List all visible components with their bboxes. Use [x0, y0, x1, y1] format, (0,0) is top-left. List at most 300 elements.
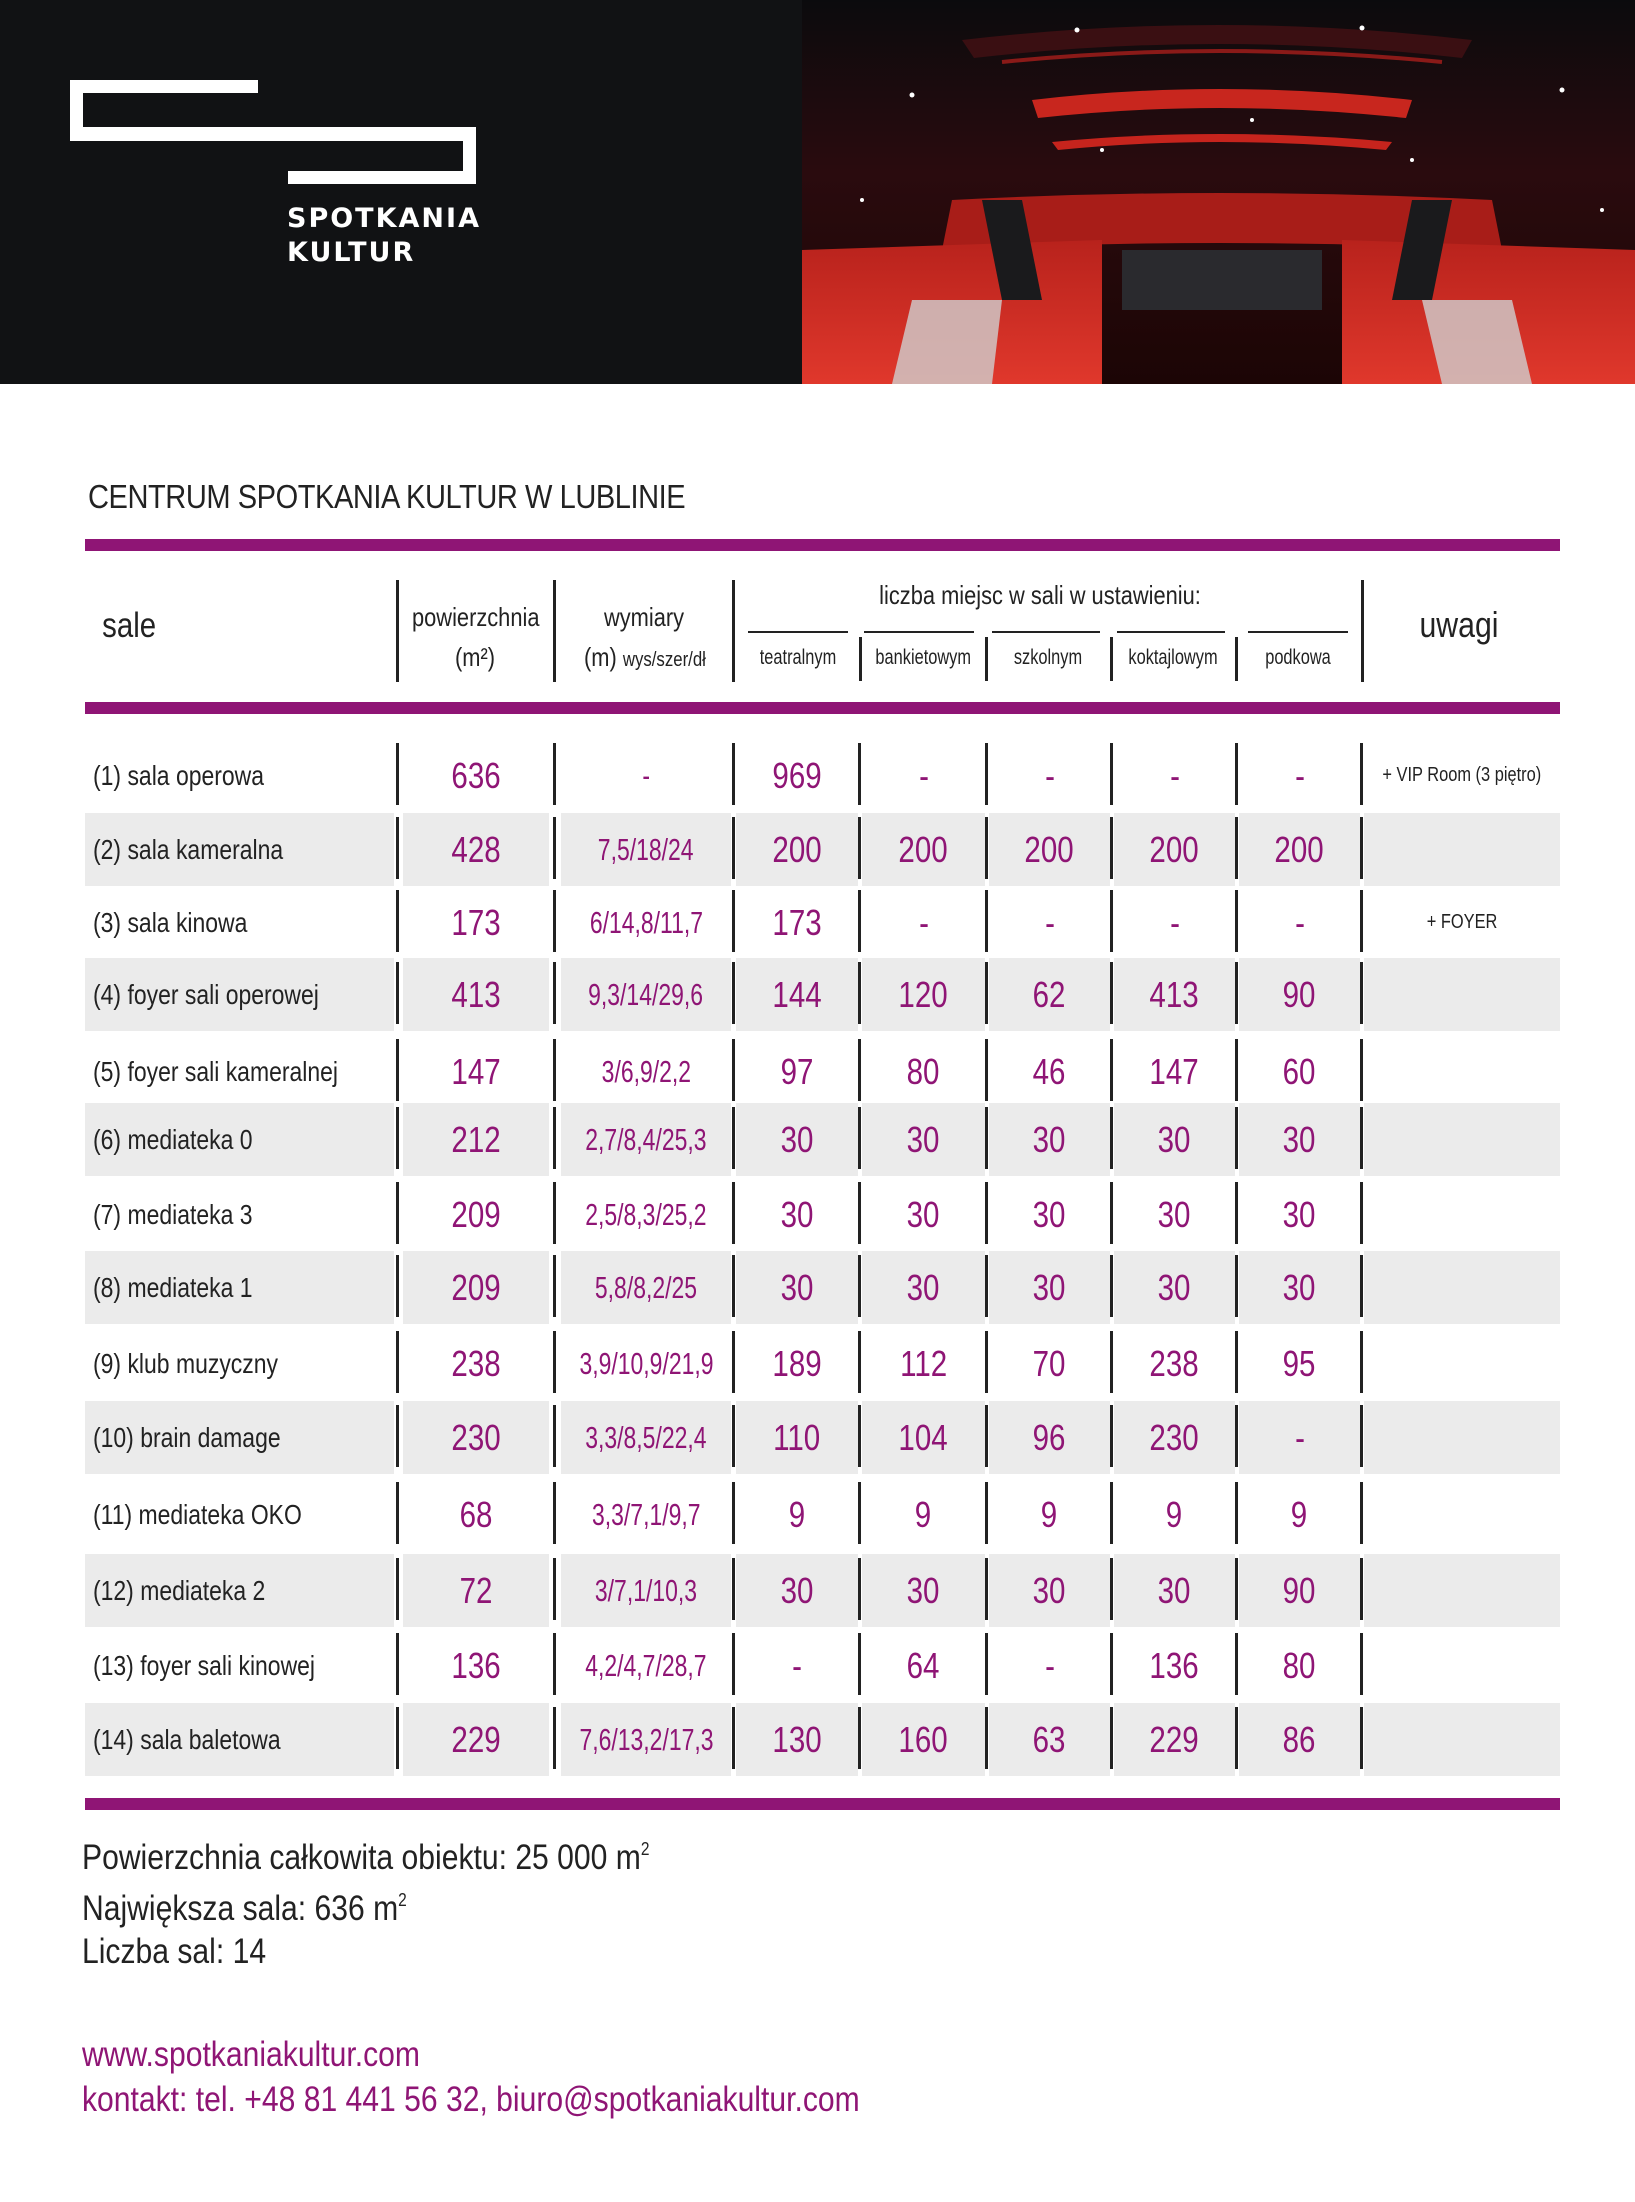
column-separator [553, 1707, 556, 1769]
column-separator [1360, 1039, 1363, 1101]
seats-cocktail-text: 30 [1158, 1118, 1191, 1160]
column-separator [1235, 1405, 1238, 1467]
column-separator [732, 1707, 735, 1769]
hall-area [403, 1629, 549, 1702]
hall-dimensions-text: 3,3/7,1/9,7 [591, 1496, 701, 1532]
seats-theatre-text: 144 [772, 973, 822, 1015]
column-separator [985, 962, 988, 1024]
column-separator [732, 1255, 735, 1317]
hall-dimensions-text: 4,2/4,7/28,7 [585, 1647, 707, 1683]
hall-name [85, 1401, 394, 1474]
hall-dimensions [561, 1478, 731, 1551]
hall-name-text: (9) klub muzyczny [93, 1347, 279, 1379]
seats-horseshoe-text: 86 [1283, 1718, 1316, 1760]
column-separator [858, 1633, 861, 1695]
hall-note [1364, 813, 1560, 886]
header-separator [553, 580, 556, 682]
seats-horseshoe-text: - [1294, 754, 1305, 796]
seats-theatre-text: 173 [772, 901, 822, 943]
seats-cocktail [1114, 1478, 1235, 1551]
hall-name-text: (2) sala kameralna [93, 833, 284, 865]
hall-note [1364, 1478, 1560, 1551]
header-seat-col: koktajlowym [1128, 646, 1218, 669]
column-separator [553, 817, 556, 879]
seats-horseshoe [1239, 958, 1360, 1031]
column-separator [396, 962, 399, 1024]
summary-largest-hall [82, 1879, 649, 1930]
seats-cocktail-text: 238 [1149, 1342, 1200, 1384]
column-separator [858, 1707, 861, 1769]
hall-name [85, 1178, 394, 1251]
column-separator [985, 1558, 988, 1620]
column-separator [553, 1255, 556, 1317]
column-separator [553, 1182, 556, 1244]
seats-theatre [736, 739, 858, 812]
seats-theatre [736, 886, 858, 959]
summary-hall-count: Liczba sal: 14 [82, 1932, 267, 1971]
hall-name-text: (6) mediateka 0 [93, 1123, 253, 1155]
column-separator [553, 962, 556, 1024]
hall-note [1364, 1327, 1560, 1400]
column-separator [1110, 743, 1113, 805]
header-area-line2: (m²) [454, 642, 496, 672]
column-separator [1110, 1182, 1113, 1244]
hall-area [403, 1478, 549, 1551]
seats-horseshoe-text: 30 [1283, 1193, 1316, 1235]
column-separator [553, 1405, 556, 1467]
seats-theatre-text: 969 [772, 754, 822, 796]
column-separator [1110, 1039, 1113, 1101]
logo-wordmark [287, 202, 481, 270]
header-sale: sale [102, 606, 157, 645]
seats-theatre-text: 30 [780, 1193, 814, 1235]
header-underline [992, 631, 1100, 633]
seats-horseshoe [1239, 1251, 1360, 1324]
hall-name [85, 1327, 394, 1400]
hall-dimensions [561, 813, 731, 886]
column-separator [1360, 1707, 1363, 1769]
column-separator [396, 1633, 399, 1695]
hall-name-text: (11) mediateka OKO [93, 1498, 302, 1530]
column-separator [858, 743, 861, 805]
seats-classroom [989, 1629, 1110, 1702]
summary-largest-hall-text: Największa sala: 636 m [82, 1889, 399, 1928]
seats-theatre-text: 110 [773, 1416, 821, 1458]
column-separator [1235, 962, 1238, 1024]
column-separator [396, 817, 399, 879]
header-underline [864, 631, 974, 633]
hall-dimensions-text: - [642, 757, 650, 793]
seats-classroom-text: 62 [1033, 973, 1066, 1015]
hall-dimensions-text: 7,5/18/24 [598, 831, 694, 867]
seats-classroom-text: 30 [1033, 1118, 1066, 1160]
column-separator [396, 1331, 399, 1393]
seats-cocktail [1114, 958, 1235, 1031]
column-separator [985, 1182, 988, 1244]
seats-cocktail [1114, 1035, 1235, 1108]
hall-area-text: 68 [459, 1493, 493, 1535]
seats-banquet [862, 813, 985, 886]
hall-area [403, 1035, 549, 1108]
seats-horseshoe-text: 200 [1274, 828, 1325, 870]
hall-name-text: (12) mediateka 2 [93, 1574, 266, 1606]
hall-name-text: (8) mediateka 1 [93, 1271, 253, 1303]
column-separator [985, 1405, 988, 1467]
hall-area-text: 238 [451, 1342, 501, 1384]
column-separator [1360, 962, 1363, 1024]
column-separator [985, 1707, 988, 1769]
column-separator [985, 1331, 988, 1393]
column-separator [732, 1331, 735, 1393]
seats-classroom-text: 30 [1033, 1193, 1066, 1235]
column-separator [732, 817, 735, 879]
column-separator [732, 1182, 735, 1244]
seats-cocktail-text: 413 [1149, 973, 1200, 1015]
table-row [85, 958, 1560, 1031]
table-row [85, 1035, 1560, 1108]
column-separator [858, 1482, 861, 1544]
hall-name-text: (10) brain damage [93, 1421, 281, 1453]
contact-line[interactable]: kontakt: tel. +48 81 441 56 32, biuro@spotkaniakultur.com [82, 2080, 860, 2119]
seats-banquet-text: 160 [898, 1718, 949, 1760]
column-separator [1360, 1331, 1363, 1393]
column-separator [858, 1331, 861, 1393]
seats-theatre [736, 1478, 858, 1551]
seats-banquet-text: 104 [898, 1416, 949, 1458]
table-row [85, 886, 1560, 959]
hall-area-text: 229 [451, 1718, 501, 1760]
column-separator [732, 1558, 735, 1620]
hall-name-text: (14) sala baletowa [93, 1723, 281, 1755]
column-separator [858, 1182, 861, 1244]
seats-theatre-text: 97 [780, 1050, 814, 1092]
header-underline [1117, 631, 1225, 633]
hall-area [403, 739, 549, 812]
column-separator [1360, 1482, 1363, 1544]
column-separator [1235, 1707, 1238, 1769]
seats-horseshoe [1239, 813, 1360, 886]
seats-classroom [989, 958, 1110, 1031]
header-dims-detail: wys/szer/dł [622, 649, 706, 671]
hall-area-text: 209 [451, 1266, 501, 1308]
column-separator [858, 1107, 861, 1169]
column-separator [985, 743, 988, 805]
seats-banquet [862, 1401, 985, 1474]
seats-theatre [736, 1703, 858, 1776]
header-seat-col: bankietowym [875, 646, 972, 669]
seats-horseshoe-text: - [1294, 901, 1305, 943]
hall-name [85, 1703, 394, 1776]
seats-classroom [989, 739, 1110, 812]
hall-dimensions [561, 1327, 731, 1400]
hall-name [85, 1554, 394, 1627]
hall-dimensions [561, 1703, 731, 1776]
hall-area-text: 173 [451, 901, 501, 943]
column-separator [553, 1039, 556, 1101]
header-underline [748, 631, 848, 633]
header-area-line1: powierzchnia [412, 602, 540, 632]
column-separator [1235, 1182, 1238, 1244]
seats-horseshoe [1239, 1401, 1360, 1474]
seats-banquet [862, 886, 985, 959]
superscript: 2 [398, 1890, 407, 1910]
seats-cocktail-text: 230 [1149, 1416, 1200, 1458]
table-row [85, 1703, 1560, 1776]
hall-dimensions [561, 1178, 731, 1251]
column-separator [858, 1039, 861, 1101]
hall-dimensions [561, 739, 731, 812]
seats-classroom [989, 1178, 1110, 1251]
seats-horseshoe [1239, 886, 1360, 959]
column-separator [1235, 1482, 1238, 1544]
column-separator [1360, 890, 1363, 952]
seats-banquet [862, 1629, 985, 1702]
seats-classroom-text: 30 [1033, 1266, 1066, 1308]
column-separator [985, 1107, 988, 1169]
seats-theatre [736, 1401, 858, 1474]
column-separator [1360, 743, 1363, 805]
website-link[interactable]: www.spotkaniakultur.com [82, 2035, 420, 2074]
page-title: CENTRUM SPOTKANIA KULTUR W LUBLINIE [88, 478, 686, 515]
column-separator [858, 1405, 861, 1467]
hall-dimensions [561, 1035, 731, 1108]
seats-cocktail [1114, 1178, 1235, 1251]
column-separator [1110, 890, 1113, 952]
hall-area-text: 147 [451, 1050, 501, 1092]
logo-line-1: SPOTKANIA [287, 203, 481, 234]
seats-cocktail [1114, 1703, 1235, 1776]
hall-area-text: 636 [451, 754, 501, 796]
table-row [85, 739, 1560, 812]
column-separator [1360, 1405, 1363, 1467]
column-separator [732, 1039, 735, 1101]
header-separator [1361, 580, 1364, 682]
seats-banquet [862, 1035, 985, 1108]
seats-banquet-text: 120 [898, 973, 949, 1015]
hall-name [85, 813, 394, 886]
header-notes: uwagi [1419, 604, 1499, 645]
seats-cocktail-text: - [1169, 754, 1180, 796]
column-separator [396, 1707, 399, 1769]
table-row [85, 1103, 1560, 1176]
seats-theatre [736, 813, 858, 886]
hall-area [403, 1251, 549, 1324]
seats-banquet-text: 30 [907, 1569, 940, 1611]
seats-classroom-text: 200 [1024, 828, 1075, 870]
column-separator [985, 1482, 988, 1544]
seats-banquet [862, 1103, 985, 1176]
hall-dimensions [561, 1401, 731, 1474]
seats-horseshoe [1239, 1327, 1360, 1400]
hall-note [1364, 958, 1560, 1031]
hall-note [1364, 1629, 1560, 1702]
seats-cocktail-text: - [1169, 901, 1180, 943]
column-separator [1110, 1633, 1113, 1695]
seats-cocktail [1114, 1554, 1235, 1627]
column-separator [732, 1482, 735, 1544]
hall-name-text: (3) sala kinowa [93, 906, 248, 938]
seats-classroom [989, 1554, 1110, 1627]
seats-cocktail-text: 30 [1158, 1193, 1191, 1235]
table-row [85, 813, 1560, 886]
seats-cocktail [1114, 1401, 1235, 1474]
column-separator [732, 743, 735, 805]
hall-dimensions-text: 2,5/8,3/25,2 [585, 1196, 707, 1232]
table-row [85, 1327, 1560, 1400]
table-row [85, 1178, 1560, 1251]
seats-banquet-text: 30 [907, 1118, 940, 1160]
seats-banquet-text: 9 [915, 1493, 932, 1535]
seats-horseshoe-text: 90 [1283, 973, 1316, 1015]
seats-theatre [736, 1035, 858, 1108]
header-dims-unit: (m) [584, 642, 617, 672]
seats-cocktail [1114, 1251, 1235, 1324]
hall-note [1364, 1703, 1560, 1776]
hall-area-text: 212 [451, 1118, 501, 1160]
seats-theatre-text: 130 [772, 1718, 822, 1760]
column-separator [985, 1039, 988, 1101]
column-separator [396, 1482, 399, 1544]
seats-classroom-text: - [1044, 754, 1055, 796]
column-separator [1360, 1182, 1363, 1244]
opera-hall-photo [802, 0, 1635, 384]
seats-banquet-text: 112 [899, 1342, 948, 1384]
hall-note-text: + FOYER [1426, 911, 1498, 933]
seats-horseshoe-text: 9 [1291, 1493, 1308, 1535]
column-separator [1235, 1558, 1238, 1620]
hall-dimensions [561, 1251, 731, 1324]
hall-note [1364, 1035, 1560, 1108]
hall-name [85, 1035, 394, 1108]
seats-theatre-text: - [792, 1644, 802, 1686]
hall-dimensions-text: 3/6,9/2,2 [601, 1053, 691, 1089]
header-seat-col: podkowa [1265, 646, 1331, 669]
seats-banquet-text: 200 [898, 828, 949, 870]
seats-cocktail [1114, 1327, 1235, 1400]
seats-horseshoe-text: 80 [1283, 1644, 1316, 1686]
hall-name [85, 886, 394, 959]
column-separator [732, 1633, 735, 1695]
hall-note [1364, 739, 1560, 812]
seats-banquet [862, 958, 985, 1031]
hall-name-text: (13) foyer sali kinowej [93, 1649, 316, 1681]
table-row [85, 1554, 1560, 1627]
column-separator [1110, 1707, 1113, 1769]
column-separator [1235, 743, 1238, 805]
hall-dimensions-text: 5,8/8,2/25 [594, 1269, 698, 1305]
seats-banquet [862, 1554, 985, 1627]
column-separator [396, 1182, 399, 1244]
header-seats-group: liczba miejsc w sali w ustawieniu: [879, 580, 1201, 610]
seats-theatre-text: 30 [780, 1118, 814, 1160]
hall-note [1364, 1178, 1560, 1251]
hall-dimensions [561, 1629, 731, 1702]
hall-dimensions [561, 886, 731, 959]
hall-area [403, 958, 549, 1031]
hall-note [1364, 1103, 1560, 1176]
hall-name-text: (7) mediateka 3 [93, 1198, 253, 1230]
hall-note [1364, 886, 1560, 959]
column-separator [1360, 1255, 1363, 1317]
seats-classroom [989, 1103, 1110, 1176]
seats-horseshoe [1239, 1478, 1360, 1551]
hall-area-text: 209 [451, 1193, 501, 1235]
seats-theatre [736, 1178, 858, 1251]
header-separator [985, 637, 988, 681]
hall-note [1364, 1554, 1560, 1627]
column-separator [396, 890, 399, 952]
seats-cocktail-text: 229 [1149, 1718, 1200, 1760]
column-separator [985, 817, 988, 879]
column-separator [1235, 1633, 1238, 1695]
hall-area [403, 1178, 549, 1251]
hall-area [403, 1703, 549, 1776]
seats-classroom-text: - [1044, 901, 1055, 943]
column-separator [396, 1405, 399, 1467]
seats-banquet-text: - [918, 754, 929, 796]
header-separator [1235, 637, 1238, 681]
column-separator [1235, 817, 1238, 879]
column-separator [1235, 1039, 1238, 1101]
column-separator [732, 1405, 735, 1467]
table-row [85, 1629, 1560, 1702]
column-separator [396, 1039, 399, 1101]
header-separator [732, 580, 735, 682]
seats-banquet [862, 1703, 985, 1776]
column-separator [1110, 1255, 1113, 1317]
seats-cocktail-text: 136 [1149, 1644, 1200, 1686]
hall-dimensions-text: 3/7,1/10,3 [594, 1572, 698, 1608]
seats-banquet-text: 30 [907, 1266, 940, 1308]
seats-cocktail-text: 30 [1158, 1266, 1191, 1308]
seats-cocktail-text: 30 [1158, 1569, 1191, 1611]
header-divider-bar [85, 702, 1560, 714]
seats-classroom-text: 96 [1033, 1416, 1066, 1458]
header-seat-col: szkolnym [1013, 646, 1083, 669]
seats-horseshoe [1239, 1178, 1360, 1251]
hall-name [85, 1478, 394, 1551]
seats-horseshoe-text: - [1294, 1416, 1305, 1458]
header-banner [0, 0, 1635, 384]
seats-classroom [989, 1703, 1110, 1776]
seats-horseshoe [1239, 1703, 1360, 1776]
seats-classroom-text: 30 [1033, 1569, 1066, 1611]
seats-classroom-text: - [1044, 1644, 1055, 1686]
hall-area-text: 413 [451, 973, 501, 1015]
seats-theatre-text: 189 [772, 1342, 822, 1384]
seats-theatre-text: 9 [788, 1493, 806, 1535]
seats-banquet [862, 739, 985, 812]
hall-dimensions-text: 7,6/13,2/17,3 [579, 1721, 713, 1757]
column-separator [1110, 1405, 1113, 1467]
seats-classroom [989, 1035, 1110, 1108]
seats-horseshoe-text: 95 [1283, 1342, 1316, 1384]
hall-area-text: 72 [459, 1569, 493, 1611]
hall-dimensions [561, 958, 731, 1031]
column-separator [985, 1633, 988, 1695]
column-separator [1235, 1107, 1238, 1169]
column-separator [1360, 1633, 1363, 1695]
hall-area [403, 886, 549, 959]
header-underline [1248, 631, 1348, 633]
table-row [85, 1478, 1560, 1551]
column-separator [553, 890, 556, 952]
summary-total-area [82, 1828, 649, 1879]
summary-block [82, 1828, 742, 1973]
seats-cocktail [1114, 1629, 1235, 1702]
seats-theatre-text: 30 [780, 1569, 814, 1611]
hall-area [403, 813, 549, 886]
